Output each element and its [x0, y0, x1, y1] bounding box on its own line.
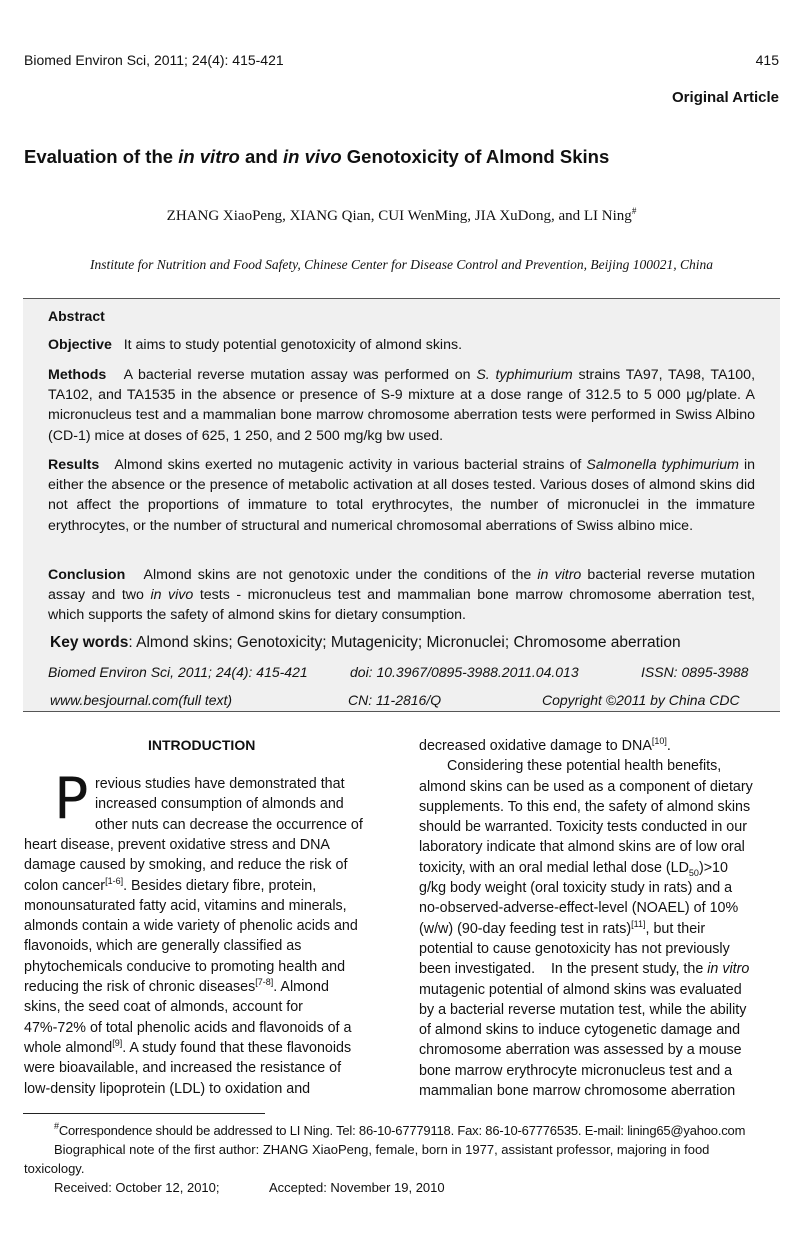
website-link[interactable]: www.besjournal.com(full text)	[50, 692, 233, 708]
conclusion-text: tests - micronucleus test and mammalian bone marrow chromosome aberration test, which supports the safety of almond skins for dietary consumption.	[48, 587, 756, 624]
text-span: whole almond	[24, 1039, 113, 1056]
paper-title	[24, 146, 609, 168]
objective-label: Objective	[48, 337, 112, 353]
results-label: Results	[48, 457, 100, 473]
text-span: colon cancer	[24, 877, 106, 894]
abstract-methods	[48, 365, 755, 446]
conclusion-italic: in vitro	[537, 567, 582, 583]
text-span: )>10	[698, 859, 728, 876]
issn: ISSN: 0895-3988	[641, 664, 749, 680]
methods-label: Methods	[48, 367, 107, 383]
citation-superscript: [9]	[112, 1037, 123, 1048]
section-heading-introduction: INTRODUCTION	[148, 737, 256, 753]
keywords	[50, 634, 681, 652]
text-line: almond skins can be used as a component of dietary	[419, 778, 753, 795]
text-line	[24, 977, 384, 997]
text-line: were bioavailable, and increased the resistance of	[24, 1060, 342, 1077]
text-italic: in vitro	[707, 961, 750, 978]
text-line: skins, the seed coat of almonds, account for	[24, 999, 303, 1016]
text-span: . A study found that these flavonoids	[122, 1039, 352, 1056]
text-line	[419, 959, 780, 979]
text-line: should be warranted. Toxicity tests conducted in our	[419, 819, 747, 836]
text-line	[419, 919, 780, 939]
text-span: been investigated. In the present study, the	[419, 961, 708, 978]
affiliation: Institute for Nutrition and Food Safety, Chinese Center for Disease Control and Prevention, Beijing 100021, China	[90, 257, 713, 272]
results-text: Almond skins exerted no mutagenic activity in various bacterial strains of	[114, 457, 587, 473]
text-span: .	[666, 738, 671, 754]
text-span: . Besides dietary fibre, protein,	[123, 877, 317, 894]
text-line: bone marrow erythrocyte micronucleus test and a	[419, 1062, 733, 1079]
text-span: reducing the risk of chronic diseases	[24, 979, 256, 996]
title-text: and	[239, 146, 284, 167]
citation-superscript: [7-8]	[255, 977, 274, 988]
title-text: Evaluation of the	[24, 146, 179, 167]
citation-superscript: [10]	[651, 736, 667, 746]
text-line: g/kg body weight (oral toxicity study in rats) and a	[419, 880, 733, 897]
footnote-mark: #	[54, 1121, 59, 1131]
drop-cap: P	[54, 766, 89, 832]
article-type: Original Article	[672, 89, 779, 106]
copyright: Copyright ©2011 by China CDC	[542, 692, 740, 708]
text-line: flavonoids, which are generally classified as	[24, 938, 302, 955]
text-line: low-density lipoprotein (LDL) to oxidation and	[24, 1080, 311, 1097]
doi: doi: 10.3967/0895-3988.2011.04.013	[350, 664, 579, 680]
left-column	[24, 835, 384, 1099]
text-line: phytochemicals conducive to promoting health and	[24, 958, 346, 975]
keywords-label: Key words	[50, 634, 129, 651]
methods-text: A bacterial reverse mutation assay was performed on	[123, 367, 477, 383]
cn-number: CN: 11-2816/Q	[348, 692, 442, 708]
text-line: laboratory indicate that almond skins are of low oral	[419, 839, 745, 856]
title-italic: in vitro	[178, 146, 240, 167]
subscript: 50	[688, 867, 699, 878]
keywords-text: : Almond skins; Genotoxicity; Mutagenicity; Micronuclei; Chromosome aberration	[128, 634, 681, 651]
text-line: no-observed-adverse-effect-level (NOAEL) of 10%	[419, 900, 739, 917]
accepted-date: Accepted: November 19, 2010	[269, 1180, 445, 1195]
results-italic: Salmonella typhimurium	[586, 457, 739, 473]
text-line: supplements. To this end, the safety of almond skins	[419, 798, 751, 815]
abstract-results	[48, 455, 755, 536]
text-span: decreased oxidative damage to DNA	[419, 738, 652, 754]
text-line: by a bacterial reverse mutation test, while the ability	[419, 1001, 747, 1018]
correspondence-footnote	[54, 1122, 780, 1141]
text-span: , but their	[645, 920, 706, 937]
text-line: of almond skins to induce cytogenetic damage and	[419, 1022, 741, 1039]
bio-note: Biographical note of the first author: ZHANG XiaoPeng, female, born in 1977, assistant professor, majoring in food	[54, 1142, 710, 1157]
text-line: other nuts can decrease the occurrence of	[95, 816, 363, 833]
text-line	[419, 858, 780, 878]
correspondence-mark: #	[631, 206, 637, 216]
text-line: increased consumption of almonds and	[95, 796, 344, 813]
text-span: (w/w) (90-day feeding test in rats)	[419, 920, 632, 937]
title-text: Genotoxicity of Almond Skins	[341, 146, 610, 167]
text-span: . Almond	[273, 979, 329, 996]
citation-reference: Biomed Environ Sci, 2011; 24(4): 415-421	[48, 664, 308, 680]
text-span: toxicity, with an oral medial lethal dose (LD	[419, 859, 689, 876]
text-line: Considering these potential health benefits,	[447, 758, 722, 775]
text-line: mutagenic potential of almond skins was evaluated	[419, 981, 742, 998]
citation-superscript: [11]	[631, 918, 646, 929]
objective-text: It aims to study potential genotoxicity of almond skins.	[123, 337, 463, 353]
text-line: damage caused by smoking, and reduce the risk of	[24, 857, 348, 874]
results-text: in either the absence or the presence of metabolic activation at all doses tested. Various doses of almond skins did not affect the proportions of immature to total erythrocytes, the number of micronuclei in the immature erythrocytes, or the number of structural and numerical chromosomal aberrations of Swiss albino mice.	[48, 457, 756, 534]
abstract-box	[23, 298, 780, 712]
conclusion-text: bacterial reverse mutation assay and two	[48, 567, 755, 604]
title-italic: in vivo	[283, 146, 342, 167]
conclusion-text: Almond skins are not genotoxic under the conditions of the	[143, 567, 538, 583]
footnote-divider	[23, 1113, 265, 1114]
citation-superscript: [1-6]	[105, 875, 124, 886]
text-line: chromosome aberration was assessed by a mouse	[419, 1042, 742, 1059]
conclusion-label: Conclusion	[48, 567, 126, 583]
text-line: potential to cause genotoxicity has not previously	[419, 940, 730, 957]
text-line	[419, 736, 780, 756]
journal-reference: Biomed Environ Sci, 2011; 24(4): 415-421	[24, 52, 284, 68]
text-line: 47%-72% of total phenolic acids and flavonoids of a	[24, 1019, 352, 1036]
authors	[0, 208, 803, 225]
text-line: mammalian bone marrow chromosome aberration	[419, 1083, 736, 1100]
page-number: 415	[755, 52, 779, 68]
conclusion-italic: in vivo	[150, 587, 194, 604]
right-column	[419, 736, 780, 1101]
abstract-objective	[48, 335, 755, 355]
text-line	[24, 876, 384, 896]
text-line: revious studies have demonstrated that	[95, 776, 345, 792]
received-date: Received: October 12, 2010;	[54, 1180, 220, 1195]
text-line: monounsaturated fatty acid, vitamins and minerals,	[24, 897, 347, 914]
text-line: almonds contain a wide variety of phenolic acids and	[24, 918, 358, 935]
text-line	[24, 1038, 384, 1058]
text-line: heart disease, prevent oxidative stress and DNA	[24, 837, 330, 853]
abstract-conclusion	[48, 565, 755, 626]
correspondence-text: Correspondence should be addressed to LI Ning. Tel: 86-10-67779118. Fax: 86-10-67776535. E-mail: lining65@yahoo.com	[58, 1123, 746, 1138]
methods-italic: S. typhimurium	[476, 367, 573, 383]
methods-text: strains TA97, TA98, TA100, TA102, and TA1535 in the absence or presence of S-9 mixture at a dose range of 312.5 to 5 000 μg/plate. A micronucleus test and a mammalian bone marrow chromosome aberration tests were performed in Swiss Albino (CD-1) mice at doses of 625, 1 250, and 2 500 mg/kg bw used.	[48, 367, 756, 444]
bio-note-cont: toxicology.	[24, 1161, 85, 1176]
author-names: ZHANG XiaoPeng, XIANG Qian, CUI WenMing, JIA XuDong, and LI Ning	[166, 208, 632, 224]
left-column-indented	[95, 774, 384, 835]
abstract-heading: Abstract	[48, 308, 105, 324]
